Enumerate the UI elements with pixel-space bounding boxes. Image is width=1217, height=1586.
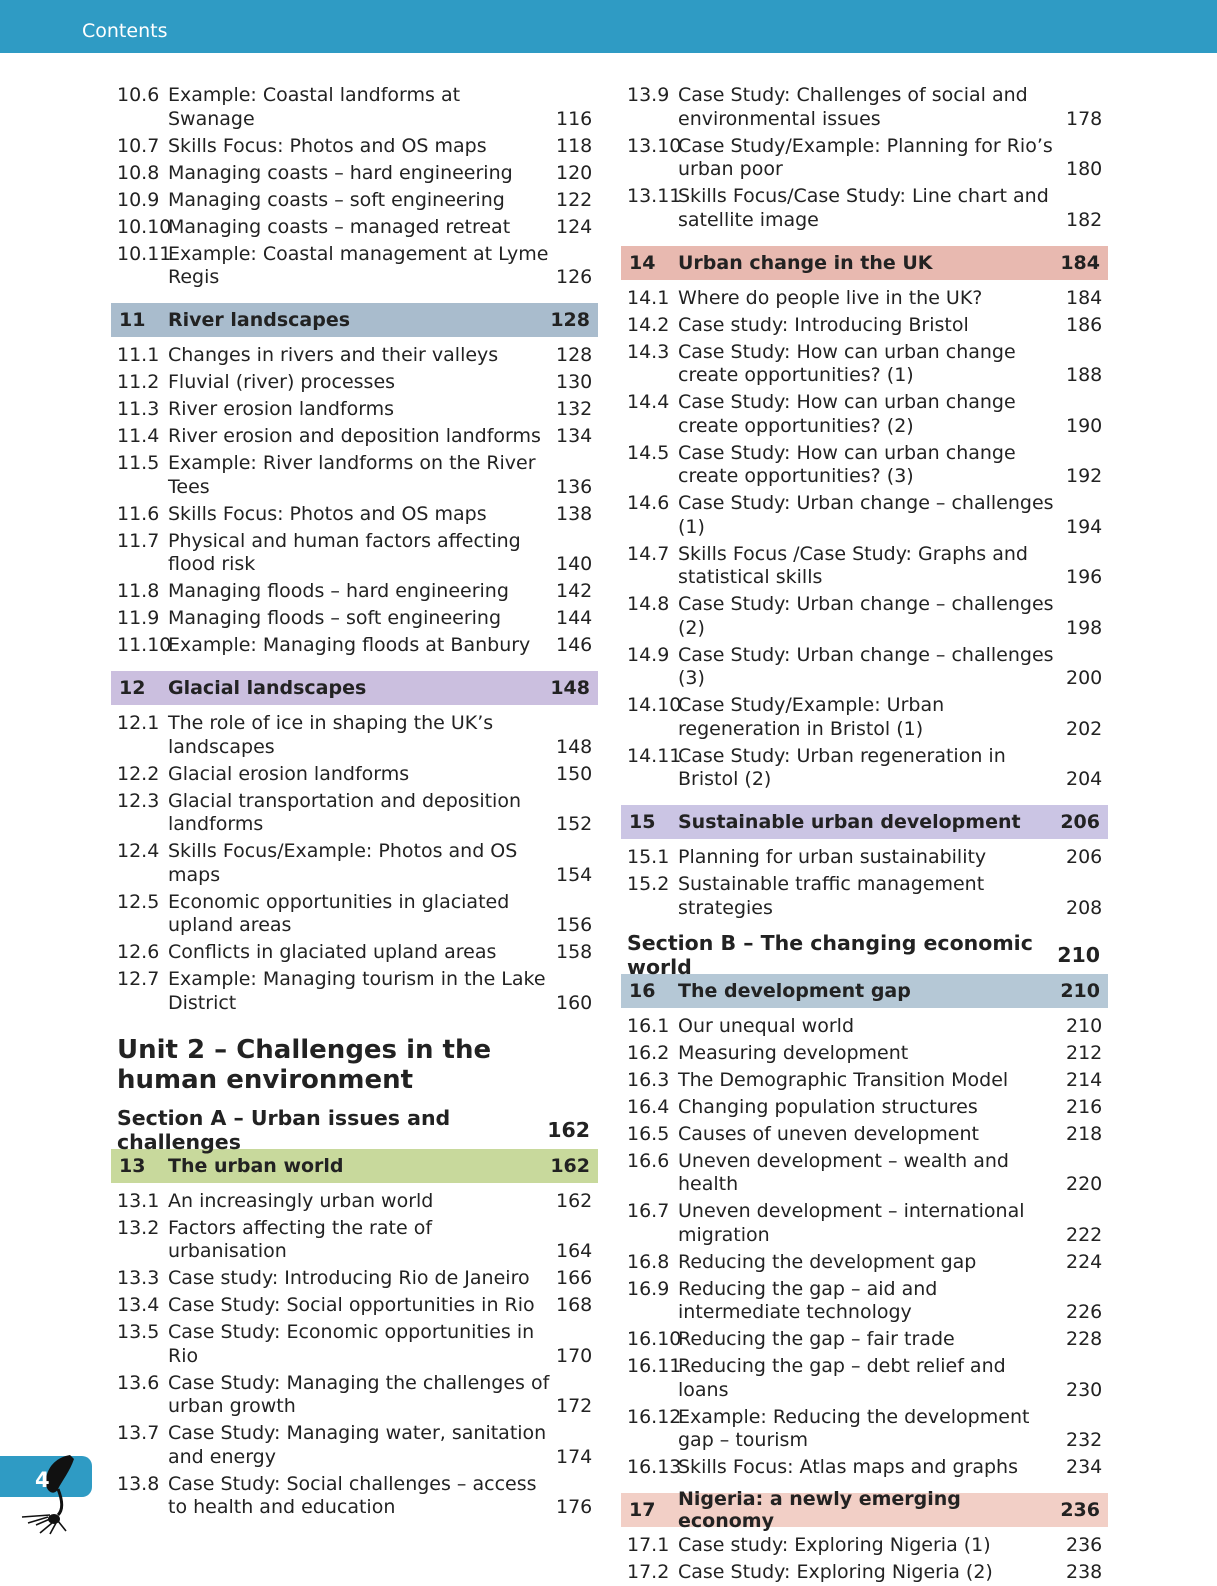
entry-number: 13.3 <box>117 1267 160 1289</box>
toc-entry[interactable] <box>111 423 598 450</box>
entry-number: 13.1 <box>117 1189 160 1212</box>
toc-entry[interactable] <box>621 1249 1108 1276</box>
entry-page: 182 <box>1066 208 1103 231</box>
toc-entry[interactable] <box>621 1198 1108 1249</box>
entry-title: Example: Coastal landforms at Swanage <box>168 84 461 130</box>
toc-entry[interactable] <box>111 133 598 160</box>
entry-number: 13.2 <box>117 1216 160 1239</box>
entry-title: Our unequal world <box>678 1014 855 1037</box>
entry-title: Planning for urban sustainability <box>678 846 987 868</box>
entry-page: 138 <box>556 502 593 525</box>
entry-number: 11.3 <box>117 398 160 420</box>
entry-title: Case Study: Challenges of social and environmental issues <box>678 84 1028 130</box>
toc-entry[interactable] <box>111 501 598 528</box>
entry-page: 232 <box>1066 1429 1103 1451</box>
toc-entry[interactable] <box>621 591 1108 642</box>
entry-page: 198 <box>1066 616 1103 639</box>
entry-number: 10.11 <box>117 242 172 265</box>
toc-entry[interactable] <box>621 1454 1108 1481</box>
entry-number: 10.10 <box>117 215 172 238</box>
chapter-number: 16 <box>629 979 656 1002</box>
entry-number: 13.5 <box>117 1321 160 1343</box>
entry-title: Glacial transportation and deposition landforms <box>168 789 521 835</box>
entry-number: 15.2 <box>627 873 670 895</box>
entry-page: 140 <box>556 553 593 575</box>
entry-number: 11.1 <box>117 344 160 366</box>
entry-number: 14.8 <box>627 593 670 615</box>
entry-page: 224 <box>1066 1250 1103 1273</box>
entry-page: 166 <box>556 1267 593 1289</box>
header-title: Contents <box>82 20 168 42</box>
ant-icon <box>14 1453 84 1534</box>
entry-page: 202 <box>1066 717 1103 740</box>
entry-page: 234 <box>1066 1456 1103 1478</box>
entry-number: 11.8 <box>117 580 160 602</box>
page-number: 4 <box>35 1468 50 1492</box>
entry-page: 148 <box>556 735 593 758</box>
entry-page: 144 <box>556 607 593 629</box>
entry-title: Reducing the gap – aid and intermediate technology <box>678 1277 938 1323</box>
entry-title: Case Study: Managing the challenges of urban growth <box>168 1371 550 1417</box>
toc-entry[interactable] <box>111 82 598 133</box>
toc-entry[interactable] <box>111 1215 598 1266</box>
chapter-page: 184 <box>1060 251 1100 274</box>
entry-title: Case Study: How can urban change create opportunities? (2) <box>678 391 1016 437</box>
toc-entry[interactable] <box>111 342 598 369</box>
toc-entry[interactable] <box>621 1067 1108 1094</box>
section-b-heading[interactable] <box>621 930 1108 979</box>
toc-entry[interactable] <box>111 1265 598 1292</box>
toc-entry[interactable] <box>111 214 598 241</box>
entry-title: Case Study: Social opportunities in Rio <box>168 1294 535 1316</box>
toc-entry[interactable] <box>621 692 1108 743</box>
entry-title: Fluvial (river) processes <box>168 371 396 393</box>
right-column <box>621 82 1108 1586</box>
entry-title: Glacial erosion landforms <box>168 762 410 785</box>
entry-page: 130 <box>556 371 593 393</box>
entry-page: 190 <box>1066 414 1103 437</box>
entry-title: Uneven development – wealth and health <box>678 1149 1009 1195</box>
toc-entry[interactable] <box>111 1471 598 1522</box>
entry-page: 206 <box>1066 846 1103 868</box>
toc-entry[interactable] <box>621 743 1108 794</box>
toc-entry[interactable] <box>111 1420 598 1471</box>
toc-entry[interactable] <box>621 1148 1108 1199</box>
entry-title: An increasingly urban world <box>168 1189 434 1212</box>
toc-entry[interactable] <box>621 1040 1108 1067</box>
left-column <box>111 82 598 1521</box>
chapter-page: 206 <box>1060 811 1100 833</box>
entry-page: 222 <box>1066 1223 1103 1246</box>
toc-entry[interactable] <box>621 844 1108 871</box>
entry-title: Reducing the gap – fair trade <box>678 1328 955 1350</box>
entry-title: The Demographic Transition Model <box>678 1068 1009 1091</box>
entry-page: 156 <box>556 914 593 936</box>
entry-page: 170 <box>556 1344 593 1367</box>
entry-title: Skills Focus /Case Study: Graphs and statistical skills <box>678 542 1028 588</box>
entry-page: 146 <box>556 634 593 656</box>
entry-page: 128 <box>556 344 593 366</box>
entry-number: 13.9 <box>627 84 670 106</box>
entry-title: The role of ice in shaping the UK’s landscapes <box>168 712 494 758</box>
toc-entry[interactable] <box>621 285 1108 312</box>
entry-number: 16.9 <box>627 1277 670 1300</box>
header-bar <box>0 0 1217 53</box>
chapter-title: Urban change in the UK <box>678 251 933 274</box>
entry-page: 178 <box>1066 107 1103 130</box>
entry-page: 230 <box>1066 1378 1103 1401</box>
entry-page: 126 <box>556 266 593 288</box>
entry-title: Example: Managing tourism in the Lake District <box>168 968 546 1014</box>
toc-entry[interactable] <box>111 187 598 214</box>
toc-list <box>621 82 1108 234</box>
entry-number: 12.1 <box>117 712 160 734</box>
entry-number: 14.10 <box>627 694 682 716</box>
entry-title: Skills Focus: Atlas maps and graphs <box>678 1456 1018 1478</box>
entry-page: 168 <box>556 1294 593 1316</box>
entry-page: 180 <box>1066 158 1103 180</box>
chapter-16-heading[interactable] <box>621 974 1108 1008</box>
entry-title: Reducing the development gap <box>678 1250 977 1273</box>
toc-entry[interactable] <box>111 578 598 605</box>
toc-entry[interactable] <box>621 1094 1108 1121</box>
entry-number: 17.1 <box>627 1534 670 1556</box>
entry-title: Changing population structures <box>678 1095 978 1118</box>
entry-page: 176 <box>556 1496 593 1518</box>
entry-title: Case study: Introducing Bristol <box>678 313 969 336</box>
entry-number: 12.3 <box>117 789 160 812</box>
section-a-heading[interactable] <box>111 1105 598 1154</box>
entry-page: 218 <box>1066 1122 1103 1145</box>
chapter-17-heading[interactable] <box>621 1488 1108 1532</box>
entry-number: 13.11 <box>627 185 682 207</box>
toc-list <box>621 1013 1108 1482</box>
toc-entry[interactable] <box>111 939 598 966</box>
entry-page: 134 <box>556 425 593 447</box>
chapter-12-heading[interactable] <box>111 671 598 705</box>
chapter-number: 11 <box>119 309 146 331</box>
toc-entry[interactable] <box>621 541 1108 592</box>
entry-page: 118 <box>556 134 593 157</box>
entry-number: 14.5 <box>627 441 670 464</box>
entry-number: 12.2 <box>117 762 160 785</box>
entry-page: 238 <box>1066 1561 1103 1583</box>
toc-entry[interactable] <box>621 1121 1108 1148</box>
entry-number: 15.1 <box>627 846 670 868</box>
chapter-14-heading[interactable] <box>621 246 1108 280</box>
entry-title: Case Study: Urban change – challenges (3) <box>678 643 1054 689</box>
entry-number: 14.3 <box>627 340 670 363</box>
entry-number: 16.5 <box>627 1122 670 1145</box>
chapter-number: 15 <box>629 811 656 833</box>
toc-entry[interactable] <box>621 490 1108 541</box>
entry-title: Case Study: Urban change – challenges (1) <box>678 492 1054 538</box>
entry-number: 16.4 <box>627 1095 670 1118</box>
toc-list <box>621 285 1108 794</box>
entry-title: River erosion landforms <box>168 398 395 420</box>
entry-page: 174 <box>556 1445 593 1468</box>
entry-title: Case Study/Example: Urban regeneration in Bristol (1) <box>678 694 945 740</box>
chapter-page: 128 <box>550 309 590 331</box>
entry-title: Case Study: Managing water, sanitation and energy <box>168 1422 547 1468</box>
entry-title: Case Study: Urban regeneration in Bristol (2) <box>678 744 1006 790</box>
entry-page: 220 <box>1066 1173 1103 1195</box>
toc-entry[interactable] <box>621 1559 1108 1586</box>
toc-list <box>621 844 1108 922</box>
toc-entry[interactable] <box>621 1353 1108 1404</box>
toc-entry[interactable] <box>111 632 598 659</box>
entry-number: 10.7 <box>117 134 160 157</box>
entry-title: Managing coasts – managed retreat <box>168 215 511 238</box>
entry-page: 124 <box>556 215 593 238</box>
chapter-number: 13 <box>119 1154 146 1177</box>
entry-number: 11.2 <box>117 371 160 393</box>
entry-page: 164 <box>556 1240 593 1262</box>
toc-entry[interactable] <box>111 788 598 839</box>
entry-number: 10.8 <box>117 161 160 184</box>
entry-page: 208 <box>1066 896 1103 919</box>
entry-title: Case Study: Urban change – challenges (2) <box>678 593 1054 639</box>
entry-title: Measuring development <box>678 1041 909 1064</box>
toc-entry[interactable] <box>621 339 1108 390</box>
entry-number: 14.2 <box>627 313 670 336</box>
entry-number: 16.11 <box>627 1355 682 1377</box>
entry-number: 13.10 <box>627 134 682 157</box>
entry-number: 13.7 <box>117 1422 160 1444</box>
entry-title: Physical and human factors affecting flood risk <box>168 529 521 575</box>
entry-title: Case study: Exploring Nigeria (1) <box>678 1534 991 1556</box>
chapter-number: 14 <box>629 251 656 274</box>
entry-number: 16.2 <box>627 1041 670 1064</box>
entry-page: 194 <box>1066 515 1103 538</box>
entry-page: 200 <box>1066 667 1103 689</box>
entry-number: 16.10 <box>627 1328 682 1350</box>
toc-entry[interactable] <box>621 389 1108 440</box>
entry-number: 16.6 <box>627 1149 670 1172</box>
entry-number: 16.1 <box>627 1014 670 1037</box>
entry-page: 160 <box>556 991 593 1014</box>
entry-number: 11.9 <box>117 607 160 629</box>
section-title: Section A – Urban issues and challenges <box>117 1105 451 1154</box>
entry-number: 11.5 <box>117 452 160 474</box>
entry-title: Example: Managing floods at Banbury <box>168 634 531 656</box>
entry-title: Sustainable traffic management strategies <box>678 873 985 919</box>
entry-number: 11.7 <box>117 529 160 552</box>
entry-page: 150 <box>556 762 593 785</box>
toc-entry[interactable] <box>621 133 1108 184</box>
entry-title: Factors affecting the rate of urbanisation <box>168 1216 433 1262</box>
toc-entry[interactable] <box>621 871 1108 922</box>
toc-entry[interactable] <box>621 440 1108 491</box>
entry-number: 14.11 <box>627 744 682 767</box>
toc-entry[interactable] <box>111 838 598 889</box>
entry-page: 120 <box>556 161 593 184</box>
entry-number: 13.6 <box>117 1371 160 1394</box>
entry-title: Example: Coastal management at Lyme Regis <box>168 242 549 288</box>
toc-entry[interactable] <box>621 312 1108 339</box>
entry-number: 16.3 <box>627 1068 670 1091</box>
entry-number: 16.13 <box>627 1456 682 1478</box>
entry-title: Skills Focus/Example: Photos and OS maps <box>168 840 518 886</box>
chapter-title: The urban world <box>168 1154 344 1177</box>
chapter-title: Nigeria: a newly emerging economy <box>678 1488 961 1532</box>
chapter-number: 12 <box>119 677 146 699</box>
entry-page: 152 <box>556 813 593 835</box>
entry-page: 172 <box>556 1395 593 1417</box>
entry-number: 14.1 <box>627 286 670 309</box>
toc-entry[interactable] <box>111 160 598 187</box>
entry-page: 184 <box>1066 286 1103 309</box>
entry-title: Case Study: Exploring Nigeria (2) <box>678 1561 993 1583</box>
entry-number: 14.9 <box>627 643 670 666</box>
entry-number: 16.8 <box>627 1250 670 1273</box>
entry-title: Changes in rivers and their valleys <box>168 344 499 366</box>
chapter-13-heading[interactable] <box>111 1149 598 1183</box>
entry-page: 236 <box>1066 1534 1103 1556</box>
entry-page: 204 <box>1066 768 1103 790</box>
entry-page: 142 <box>556 580 593 602</box>
entry-title: Skills Focus: Photos and OS maps <box>168 134 487 157</box>
toc-entry[interactable] <box>621 1326 1108 1353</box>
toc-entry[interactable] <box>621 1013 1108 1040</box>
section-page: 162 <box>547 1117 590 1142</box>
entry-number: 12.6 <box>117 941 160 963</box>
toc-entry[interactable] <box>111 450 598 501</box>
toc-entry[interactable] <box>111 528 598 579</box>
entry-title: Economic opportunities in glaciated upland areas <box>168 890 510 936</box>
entry-number: 13.8 <box>117 1472 160 1495</box>
chapter-page: 148 <box>550 677 590 699</box>
section-title: Section B – The changing economic world <box>627 930 1033 979</box>
entry-number: 16.12 <box>627 1405 682 1428</box>
toc-entry[interactable] <box>111 710 598 761</box>
toc-entry[interactable] <box>621 1276 1108 1327</box>
entry-page: 214 <box>1066 1068 1103 1091</box>
chapter-number: 17 <box>629 1499 656 1521</box>
chapter-15-heading[interactable] <box>621 805 1108 839</box>
entry-title: Case Study/Example: Planning for Rio’s urban poor <box>678 134 1053 180</box>
entry-page: 226 <box>1066 1301 1103 1323</box>
unit-2-title: Unit 2 – Challenges in the human environment <box>117 1034 492 1095</box>
toc-list <box>111 82 598 291</box>
entry-page: 216 <box>1066 1095 1103 1118</box>
entry-title: Case Study: Economic opportunities in Rio <box>168 1321 535 1367</box>
toc-entry[interactable] <box>111 1188 598 1215</box>
entry-title: Case Study: How can urban change create opportunities? (1) <box>678 340 1016 386</box>
entry-page: 132 <box>556 398 593 420</box>
toc-entry[interactable] <box>111 1370 598 1421</box>
toc-entry[interactable] <box>111 241 598 292</box>
toc-entry[interactable] <box>111 369 598 396</box>
toc-list <box>111 342 598 659</box>
chapter-11-heading[interactable] <box>111 303 598 337</box>
toc-entry[interactable] <box>111 1292 598 1319</box>
chapter-title: Sustainable urban development <box>678 811 1021 833</box>
entry-page: 212 <box>1066 1041 1103 1064</box>
entry-title: Conflicts in glaciated upland areas <box>168 941 497 963</box>
entry-title: Managing coasts – soft engineering <box>168 188 505 211</box>
entry-number: 11.6 <box>117 502 160 525</box>
entry-number: 12.4 <box>117 840 160 862</box>
entry-title: Example: Reducing the development gap – tourism <box>678 1405 1030 1451</box>
toc-entry[interactable] <box>111 605 598 632</box>
toc-entry[interactable] <box>621 1404 1108 1455</box>
entry-page: 186 <box>1066 313 1103 336</box>
entry-title: Case study: Introducing Rio de Janeiro <box>168 1267 530 1289</box>
chapter-page: 236 <box>1060 1499 1100 1521</box>
entry-number: 17.2 <box>627 1561 670 1583</box>
entry-number: 14.7 <box>627 542 670 565</box>
toc-entry[interactable] <box>621 82 1108 133</box>
chapter-title: The development gap <box>678 979 911 1002</box>
toc-list <box>111 710 598 1017</box>
chapter-page: 210 <box>1060 979 1100 1002</box>
toc-list <box>111 1188 598 1522</box>
entry-number: 12.5 <box>117 890 160 913</box>
section-page: 210 <box>1057 942 1100 967</box>
chapter-title: River landscapes <box>168 309 351 331</box>
toc-entry[interactable] <box>621 642 1108 693</box>
entry-page: 136 <box>556 475 593 498</box>
entry-number: 10.6 <box>117 84 160 106</box>
toc-entry[interactable] <box>111 396 598 423</box>
toc-entry[interactable] <box>621 183 1108 234</box>
entry-number: 11.10 <box>117 634 172 656</box>
entry-page: 188 <box>1066 364 1103 386</box>
entry-number: 10.9 <box>117 188 160 211</box>
entry-title: Where do people live in the UK? <box>678 286 983 309</box>
entry-title: Example: River landforms on the River Tees <box>168 452 536 498</box>
toc-entry[interactable] <box>111 761 598 788</box>
entry-page: 158 <box>556 941 593 963</box>
entry-page: 192 <box>1066 465 1103 487</box>
entry-page: 196 <box>1066 566 1103 588</box>
entry-page: 122 <box>556 188 593 211</box>
entry-title: Case Study: How can urban change create opportunities? (3) <box>678 441 1016 487</box>
entry-title: Managing coasts – hard engineering <box>168 161 513 184</box>
entry-page: 210 <box>1066 1014 1103 1037</box>
chapter-page: 162 <box>550 1154 590 1177</box>
entry-number: 14.4 <box>627 391 670 413</box>
entry-number: 12.7 <box>117 968 160 990</box>
entry-page: 116 <box>556 107 593 130</box>
entry-page: 228 <box>1066 1328 1103 1350</box>
toc-list <box>621 1532 1108 1586</box>
toc-entry[interactable] <box>621 1532 1108 1559</box>
entry-title: Managing floods – hard engineering <box>168 580 509 602</box>
toc-entry[interactable] <box>111 966 598 1017</box>
entry-title: Case Study: Social challenges – access to health and education <box>168 1472 537 1518</box>
entry-title: Skills Focus/Case Study: Line chart and satellite image <box>678 185 1049 231</box>
entry-page: 162 <box>556 1189 593 1212</box>
entry-title: Skills Focus: Photos and OS maps <box>168 502 487 525</box>
entry-title: Uneven development – international migration <box>678 1200 1025 1246</box>
entry-title: Managing floods – soft engineering <box>168 607 502 629</box>
chapter-title: Glacial landscapes <box>168 677 367 699</box>
toc-entry[interactable] <box>111 1319 598 1370</box>
entry-number: 11.4 <box>117 425 160 447</box>
entry-page: 154 <box>556 863 593 886</box>
entry-number: 16.7 <box>627 1200 670 1222</box>
entry-number: 14.6 <box>627 492 670 514</box>
toc-entry[interactable] <box>111 889 598 940</box>
entry-title: Reducing the gap – debt relief and loans <box>678 1355 1006 1401</box>
entry-title: River erosion and deposition landforms <box>168 425 541 447</box>
entry-number: 13.4 <box>117 1294 160 1316</box>
entry-title: Causes of uneven development <box>678 1122 979 1145</box>
